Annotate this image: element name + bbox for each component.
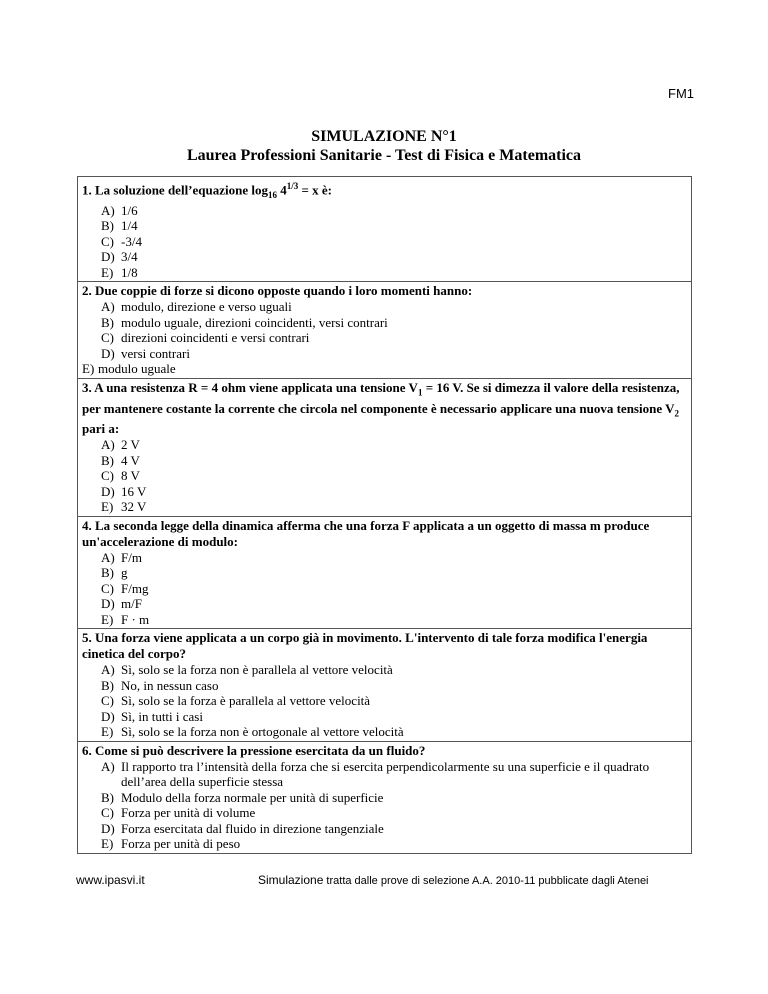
question-text: 3. A una resistenza R = 4 ohm viene applicata una tensione $V_1 = 16$ V. Se si dimezza il valore della resistenza, per mantenere costante la corrente che circola nel componente è necessario applicare una nuova tensione $V_2$ pari a: xyxy=(82,379,680,437)
option-a: A) modulo, direzione e verso uguali xyxy=(101,299,292,315)
option-d: D) 16 V xyxy=(101,483,147,499)
question-text: 6. Come si può descrivere la pressione esercitata da un fluido? xyxy=(82,742,426,758)
question-text: 1. La soluzione dell’equazione $\log_{16} 4^{1/3} = x$ è: xyxy=(82,181,333,200)
document-subtitle: Laurea Professioni Sanitarie - Test di Fisica e Matematica xyxy=(186,147,582,164)
option-c: C) -3/4 xyxy=(101,233,142,249)
document-code: FM1 xyxy=(668,86,694,101)
option-b: B) g xyxy=(101,565,128,581)
option-c: C) direzioni coincidenti e versi contrari xyxy=(101,330,310,346)
option-c: C) 8 V xyxy=(101,468,140,484)
document-title: SIMULAZIONE N°1 xyxy=(311,128,457,145)
option-e: E) modulo uguale xyxy=(82,361,176,377)
questions-table xyxy=(77,176,692,854)
footer-note: Simulazione tratta dalle prove di selezione A.A. 2010-11 pubblicate dagli Atenei xyxy=(258,873,649,887)
option-d: D) 3/4 xyxy=(101,249,138,265)
question-2 xyxy=(78,282,691,379)
option-a: A) Il rapporto tra l’intensità della forza che si esercita perpendicolarmente su una superficie e il quadrato dell’area della superficie stessa xyxy=(101,758,650,790)
option-a: A) F/m xyxy=(101,549,142,565)
option-c: C) Sì, solo se la forza è parallela al vettore velocità xyxy=(101,693,371,709)
option-e: E) 32 V xyxy=(101,499,147,515)
option-e: E) 1/8 xyxy=(101,264,138,280)
option-a: A) 2 V xyxy=(101,437,140,453)
option-d: D) Sì, in tutti i casi xyxy=(101,708,203,724)
option-e: E) Forza per unità di peso xyxy=(101,836,241,852)
option-b: B) 1/4 xyxy=(101,218,138,234)
option-d: D) m/F xyxy=(101,596,142,612)
question-text: 4. La seconda legge della dinamica afferma che una forza F applicata a un oggetto di massa m produce un'accelerazione di modulo: xyxy=(82,517,650,549)
question-text: 5. Una forza viene applicata a un corpo già in movimento. L'intervento di tale forza modifica l'energia cinetica del corpo? xyxy=(82,630,648,662)
option-b: B) modulo uguale, direzioni coincidenti, versi contrari xyxy=(101,314,388,330)
question-1 xyxy=(78,177,691,282)
option-d: D) versi contrari xyxy=(101,345,190,361)
option-a: A) 1/6 xyxy=(101,202,138,218)
option-e: E) Sì, solo se la forza non è ortogonale al vettore velocità xyxy=(101,724,404,740)
option-e: E) F · m xyxy=(101,611,150,627)
option-d: D) Forza esercitata dal fluido in direzione tangenziale xyxy=(101,820,384,836)
option-b: B) Modulo della forza normale per unità di superficie xyxy=(101,789,384,805)
question-4 xyxy=(78,517,691,630)
option-a: A) Sì, solo se la forza non è parallela al vettore velocità xyxy=(101,662,393,678)
option-b: B) No, in nessun caso xyxy=(101,677,219,693)
option-c: C) Forza per unità di volume xyxy=(101,805,256,821)
question-3 xyxy=(78,379,691,517)
question-text: 2. Due coppie di forze si dicono opposte quando i loro momenti hanno: xyxy=(82,283,473,299)
footer-website: www.ipasvi.it xyxy=(76,873,145,887)
option-b: B) 4 V xyxy=(101,452,140,468)
question-6 xyxy=(78,742,691,853)
question-5 xyxy=(78,629,691,742)
option-c: C) F/mg xyxy=(101,580,149,596)
